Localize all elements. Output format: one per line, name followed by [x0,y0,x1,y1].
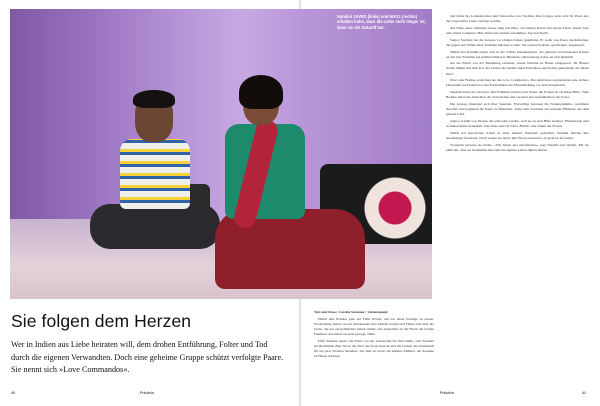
page-number-left: 40 [11,391,15,395]
body-paragraph: und Kläre die Lebensformen und Netzwerke von Nachbar. Ihre Gruppe setzt sich für Paare ein, die wegen ihrer Liebe verfolgt werden. [446,14,589,24]
magazine-name-left: Fräulein [140,391,154,395]
lead-line: Sie nennt sich »Love Commandos«. [11,365,130,375]
photo-caption: Nandini JAVED (links) und NIA11 (rechts) erhalten hohe, dass die Liebe nicht länger ist, dass sie die Zukunft hat. [337,14,426,30]
body-paragraph: Nikhil und Nandini geht der Fülle Wörter, um nur leben Vorzüge zu lassen. Wochenlang hatten sie nur miteinander ihre kleinen Köpfe und Fäden sich über die Liebe, die nur ein heimliches Glück erhielt, alle Ansprüche an die Eltern der beiden Familien, das haben sie jetzt gewagt, Nähe. [314,316,434,336]
body-paragraph: Über eine Hotline erreichten sie die Love Commandos. Die Aktivisten organisierten eine sichere Unterkunft und halfen bei den Formalitäten der Eheschließung vor dem Standesamt. [446,78,589,88]
article-title: Sie folgen dem Herzen [11,311,192,331]
body-paragraph: Sanjoy Sachdev hat die Gruppe vor einigen Jahren gegründet. Er weiß, was Paare durchmachen, die gegen den Willen ihrer Familien heiraten wollen. Sie werden bedroht, geschlagen, eingesperrt. [446,37,589,47]
body-paragraph: Trotzdem bereuen sie nichts. »Wir haben uns entschieden«, sagt Nandini und lächelt. Für sie zählt nur, dass sie zusammen sind und ein eigenes Leben führen dürfen. [446,142,589,152]
body-paragraph: Am Ende einer schmalen Gasse liegt das Büro, ein kleiner Raum mit einem Tisch, einem Sofa und einem Computer. Hier laufen die Anrufe zusammen, Tag und Nacht. [446,25,589,35]
body-paragraph: Sanjoy erzählt von Paaren, die ermordet wurden, weil sie zu spät Hilfe suchten. Ehrenmorde sind in Indien keine Seltenheit. Die Täter sind oft Väter, Brüder oder Onkel der Frauen. [446,118,589,128]
author-credit: Text und Fotos: Carolin Stemmer / Zeitenspiegel [314,310,388,314]
body-paragraph: Nikhil und Nandini haben sich in der Schule kennengelernt. Sie gehören verschiedenen Kasten an, für ihre Familien ein unüberwindbares Hindernis. Monatelang trafen sie sich heimlich. [446,49,589,59]
body-column-left [314,310,434,361]
magazine-name-right: Fräulein [440,391,454,395]
body-paragraph: Seitdem leben sie versteckt. Ihre Familien suchen nach ihnen, die Polizei ist oft keine Hilfe. Viele Beamte teilen die Ansichten der Verwandten und verraten den Aufenthaltsort der Paare. [446,90,589,100]
body-paragraph: Fünf Stunden dauert die Fahrt von der Landstraße bis Neu Delhi, acht Stunden im überfüllten Bus, bevor das Paar die Stadt erreicht und die Lieben die Unterkunft für ein paar Wochen beziehen. Sie sind zu zweit, ein kleines Zimmer, der Kontakt zu Hause erkalten. [314,338,434,358]
body-column-right [446,14,589,155]
article-lead [11,339,293,377]
body-paragraph: Als die Eltern von der Beziehung erfuhren, wurde Nandini zu Hause eingesperrt. Ihr Bruder drohte Nikhil mit dem Tod. Da fassten die beiden einen Entschluss und flohen gemeinsam aus ihrem Dorf. [446,61,589,76]
lead-line: Wer in Indien aus Liebe heiraten will, dem drohen Entführung, Folter und Tod [11,340,268,349]
page-number-right: 41 [582,391,586,395]
body-paragraph: Die Gruppe finanziert sich über Spenden. Freiwillige betreuen die Notunterkünfte, vermitteln Anwälte und begleiten die Paare zu Behörden. Jedes Jahr erreichen sie tausende Hilferufe aus dem ganzen Land. [446,102,589,117]
man-figure [90,94,220,259]
body-paragraph: Nikhil hat inzwischen Arbeit in einer kleinen Werkstatt gefunden. Nandini möchte ihre Ausbildung fortsetzen. Noch wagen sie nicht, ihre Eltern anzurufen, zu groß ist die Angst. [446,130,589,140]
lead-line: durch die eigenen Verwandten. Doch eine geheime Gruppe schützt verfolgte Paare. [11,352,284,362]
couple-photo [10,9,432,299]
woman-figure [215,79,365,289]
